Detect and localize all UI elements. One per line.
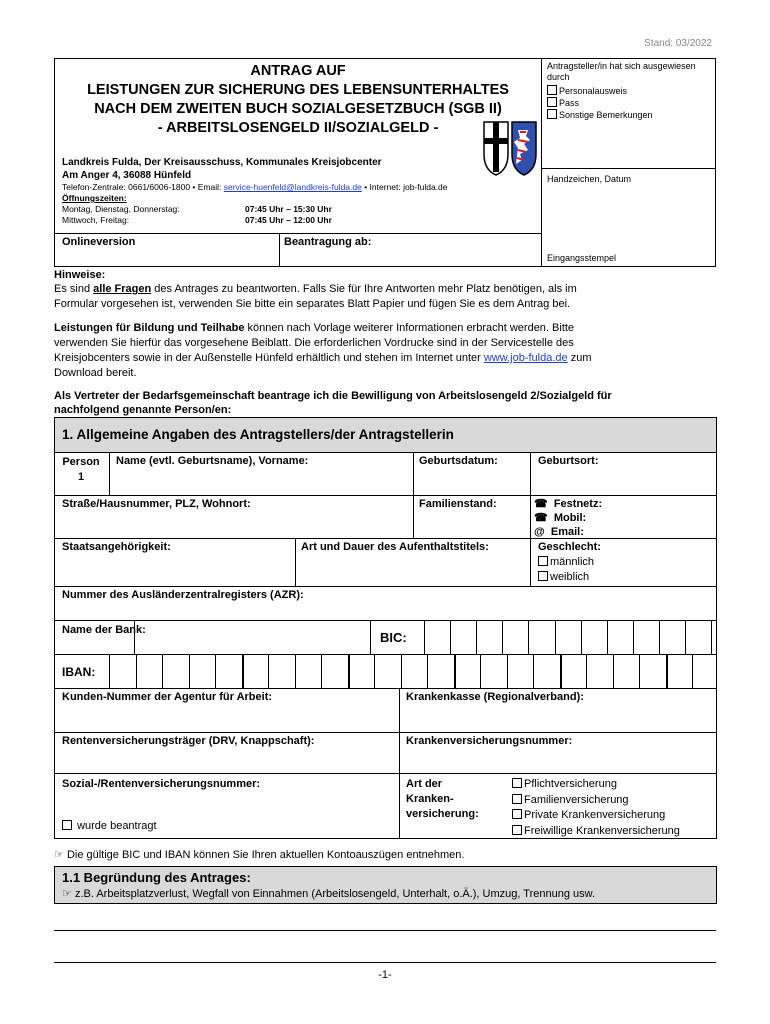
contact-prefix: Telefon-Zentrale: 0661/6006-1800 • Email: [62,182,224,192]
text-emphasis: Leistungen für Bildung und Teilhabe [54,322,245,334]
iban-char-box[interactable] [268,654,269,689]
mobil-label: Mobil: [553,512,587,524]
iban-char-box[interactable] [374,654,375,689]
text: zum [567,352,592,364]
option-label: Familienversicherung [524,793,629,806]
checkbox[interactable] [512,778,522,788]
iban-char-box[interactable] [454,654,456,689]
bic-label: BIC: [380,630,407,645]
hours-days-1: Montag, Dienstag, Donnerstag: [62,204,180,214]
authority-address: Am Anger 4, 36088 Hünfeld [62,170,192,181]
iban-char-box[interactable] [321,654,322,689]
krankenversicherungsart-label [406,777,479,822]
krankenversicherungsnummer-label: Krankenversicherungsnummer: [406,735,573,747]
text: Person [62,456,100,468]
text: versicherung: [406,808,479,820]
id-label: Antragsteller/in hat sich ausgewiesen durch [547,61,696,82]
iban-char-box[interactable] [136,654,137,689]
text: Es sind [54,283,94,295]
geschlecht-label: Geschlecht: [538,541,601,553]
form-title [54,62,542,138]
checkbox[interactable] [538,571,548,581]
text: Art der [406,778,443,790]
person-label [56,455,106,485]
bic-char-box[interactable] [555,620,556,655]
text: Kreisjobcenters sowie in der Außenstelle Hünfeld erhältlich und stehen im Internet unter [54,352,484,364]
bic-char-box[interactable] [607,620,608,655]
text: Download bereit. [54,367,137,379]
option-label: weiblich [550,571,590,583]
divider [370,620,371,655]
checkbox[interactable] [62,820,72,830]
checkbox[interactable] [512,825,522,835]
title-line-2: LEISTUNGEN ZUR SICHERUNG DES LEBENSUNTERHALTES [87,82,509,98]
rentenversicherungstraeger-label: Rentenversicherungsträger (DRV, Knappschaft): [62,735,315,747]
iban-label: IBAN: [62,665,96,679]
iban-char-box[interactable] [295,654,296,689]
title-line-3: NACH DEM ZWEITEN BUCH SOZIALGESETZBUCH (SGB II) [94,101,502,117]
text: Die gültige BIC und IBAN können Sie Ihren aktuellen Kontoauszügen entnehmen. [66,849,465,861]
form-version: Stand: 03/2022 [644,38,712,49]
section-1-1-hint [62,887,595,900]
bank-label: Name der Bank: [62,624,146,636]
krankenkasse-label: Krankenkasse (Regionalverband): [406,691,584,703]
iban-char-box[interactable] [560,654,562,689]
mobile-phone-icon: ☎ [534,512,548,524]
bic-char-box[interactable] [502,620,503,655]
iban-row [54,654,717,689]
beantragung-label: Beantragung ab: [284,236,372,248]
bic-char-box[interactable] [476,620,477,655]
strasse-label: Straße/Hausnummer, PLZ, Wohnort: [62,498,251,510]
at-icon: @ [534,526,545,538]
coat-of-arms-icon [482,120,538,178]
bic-char-box[interactable] [450,620,451,655]
iban-char-box[interactable] [639,654,640,689]
bic-char-box[interactable] [581,620,582,655]
title-line-1: ANTRAG AUF [250,63,346,79]
iban-char-box[interactable] [666,654,668,689]
text: Kranken- [406,793,454,805]
footer-rule [54,962,716,963]
iban-char-box[interactable] [613,654,614,689]
hinweise-paragraph-1 [54,282,724,312]
iban-char-box[interactable] [215,654,216,689]
text: Als Vertreter der Bedarfsgemeinschaft beantrage ich die Bewilligung von Arbeitslosengeld 2/Sozialgeld für [54,390,612,402]
section-1-title: 1. Allgemeine Angaben des Antragstellers/der Antragstellerin [62,427,454,442]
iban-char-box[interactable] [348,654,350,689]
iban-char-box[interactable] [507,654,508,689]
iban-char-box[interactable] [162,654,163,689]
krankenversicherungsart-options [512,777,680,839]
id-option-label: Sonstige Bemerkungen [559,110,653,120]
text: des Antrages zu beantworten. Falls Sie für Ihre Antworten mehr Platz benötigen, als im [151,283,577,295]
option-label: männlich [550,556,595,568]
website-link[interactable]: www.job-fulda.de [483,352,568,364]
id-option-label: Personalausweis [559,86,628,96]
hours-days-2: Mittwoch, Freitag: [62,215,130,225]
iban-char-box[interactable] [427,654,428,689]
option-label: wurde beantragt [77,820,157,832]
kontakt-labels [534,497,602,539]
id-option-ausweis[interactable] [547,85,627,96]
iban-char-box[interactable] [109,654,110,689]
text: können nach Vorlage weiterer Informationen erbracht werden. Bitte [244,322,575,334]
answer-line[interactable] [54,930,716,931]
divider [541,168,716,169]
contact-suffix: • Internet: job-fulda.de [361,182,448,192]
id-option-label: Pass [559,98,580,108]
pointing-hand-icon: ☞ [54,849,64,861]
hours-time-2: 07:45 Uhr – 12:00 Uhr [245,215,332,225]
option-label: Pflichtversicherung [524,778,617,790]
text: z.B. Arbeitsplatzverlust, Wegfall von Einnahmen (Arbeitslosengeld, Unterhalt, o.Ä.), Umzug, Trennung usw. [74,888,596,900]
kv-option-familie[interactable] [512,793,680,809]
bank-name-field[interactable] [138,621,370,654]
kundennummer-label: Kunden-Nummer der Agentur für Arbeit: [62,691,273,703]
checkbox[interactable] [547,85,557,95]
authority-name: Landkreis Fulda, Der Kreisausschuss, Kommunales Kreisjobcenter [62,157,382,168]
online-version-label: Onlineversion [62,236,136,248]
bic-char-box[interactable] [711,620,712,655]
checkbox[interactable] [512,809,522,819]
page-number: -1- [378,969,392,981]
handzeichen-label: Handzeichen, Datum [547,174,632,184]
geschlecht-maennlich[interactable] [538,556,594,568]
phone-icon: ☎ [534,498,548,510]
staatsangehoerigkeit-label: Staatsangehörigkeit: [62,541,171,553]
hours-time-1: 07:45 Uhr – 15:30 Uhr [245,204,332,214]
iban-char-box[interactable] [586,654,587,689]
text: verwenden Sie hierfür das vorgesehene Beiblatt. Die erforderlichen Vordrucke sind in der Servicestelle des [54,337,574,349]
iban-char-box[interactable] [692,654,693,689]
iban-char-box[interactable] [480,654,481,689]
hinweise-paragraph-3 [54,389,724,417]
bic-char-box[interactable] [659,620,660,655]
geburtsdatum-label: Geburtsdatum: [419,455,498,467]
bic-iban-hint [54,848,464,861]
hours-label: Öffnungszeiten: [62,193,127,203]
email-link[interactable]: service-huenfeld@landkreis-fulda.de [223,182,362,192]
stempel-label: Eingangsstempel [547,253,617,263]
text-emphasis: alle Fragen [93,283,152,295]
azr-label: Nummer des Ausländerzentralregisters (AZR): [62,589,304,601]
iban-char-box[interactable] [401,654,402,689]
pointing-hand-icon: ☞ [62,888,72,900]
bic-char-box[interactable] [633,620,634,655]
checkbox[interactable] [512,794,522,804]
kv-option-pflicht[interactable] [512,777,680,793]
checkbox[interactable] [547,97,557,107]
text: 1 [77,471,85,483]
bic-char-box[interactable] [685,620,686,655]
name-label: Name (evtl. Geburtsname), Vorname: [116,455,309,467]
id-option-pass[interactable] [547,97,579,108]
sozialversicherungsnummer-label: Sozial-/Rentenversicherungsnummer: [62,778,261,790]
festnetz-label: Festnetz: [553,498,603,510]
hinweise-paragraph-2 [54,321,724,381]
wurde-beantragt-option[interactable] [62,820,157,832]
contact-line [62,182,448,192]
iban-char-box[interactable] [242,654,244,689]
bic-char-box[interactable] [528,620,529,655]
kv-option-freiwillig[interactable] [512,824,680,840]
geschlecht-weiblich[interactable] [538,571,589,583]
id-option-sonstige[interactable] [547,109,653,120]
title-line-4: - ARBEITSLOSENGELD II/SOZIALGELD - [157,120,439,136]
bic-char-box[interactable] [424,620,425,655]
text: nachfolgend genannte Person/en: [54,404,232,416]
familienstand-label: Familienstand: [419,498,497,510]
checkbox[interactable] [538,556,548,566]
option-label: Private Krankenversicherung [524,809,666,821]
checkbox[interactable] [547,109,557,119]
iban-char-box[interactable] [533,654,534,689]
aufenthaltstitel-label: Art und Dauer des Aufenthaltstitels: [301,541,489,553]
geburtsort-label: Geburtsort: [538,455,599,467]
email-label: Email: [550,526,584,538]
section-1-1-title: 1.1 Begründung des Antrages: [62,870,251,885]
option-label: Freiwillige Krankenversicherung [524,824,680,837]
text: Formular vorgesehen ist, verwenden Sie bitte ein separates Blatt Papier und fügen Sie es dem Antrag bei. [54,298,571,310]
hinweise-title: Hinweise: [54,269,106,281]
iban-char-box[interactable] [189,654,190,689]
kv-option-privat[interactable] [512,808,680,824]
